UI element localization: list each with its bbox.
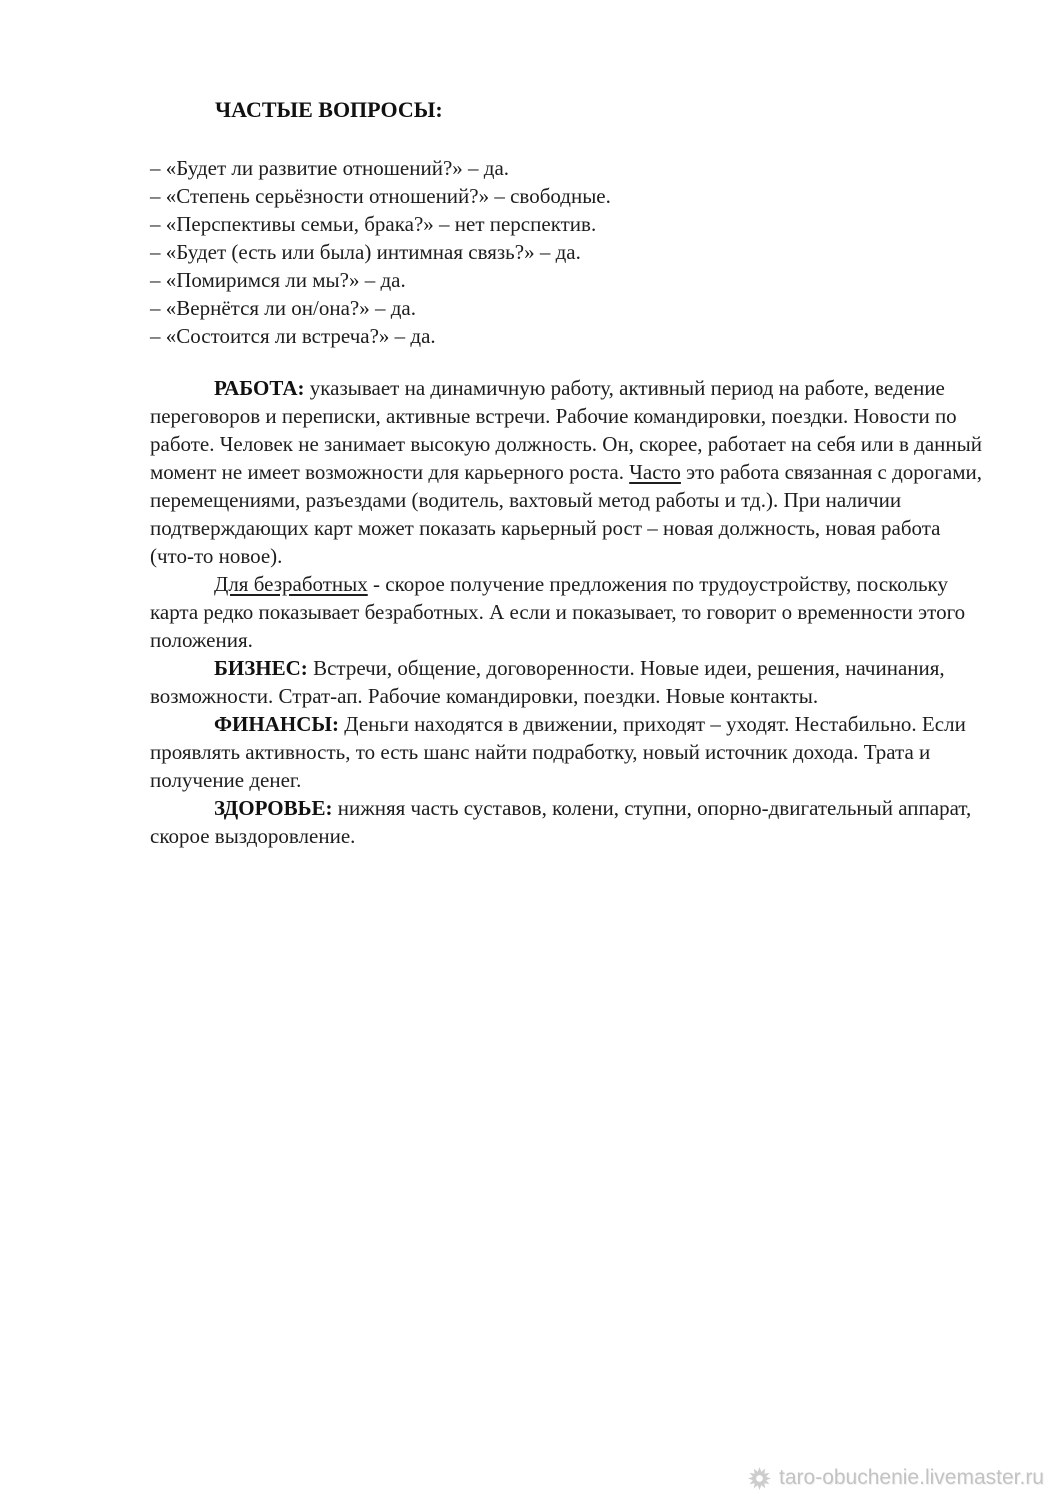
section-label: ЗДОРОВЬЕ: bbox=[214, 796, 333, 820]
paragraph-text: Для безработных bbox=[214, 572, 368, 596]
paragraph-text: это работа связанная с дорогами, перемещениями, разъездами (водитель, вахтовый метод работы и тд.). При наличии подтверждающих карт может показать карьерный рост – новая должность, новая работа (что-то новое). bbox=[150, 460, 982, 568]
paragraph-dlya-bezrabotnykh bbox=[150, 570, 988, 654]
questions-list bbox=[150, 154, 988, 350]
paragraph-text: Встречи, общение, договоренности. Новые идеи, решения, начинания, возможности. Страт-ап. Рабочие командировки, поездки. Новые контакты. bbox=[150, 656, 945, 708]
livemaster-flower-icon bbox=[748, 1467, 771, 1490]
page-title: ЧАСТЫЕ ВОПРОСЫ: bbox=[215, 97, 443, 122]
paragraphs-container bbox=[150, 374, 988, 850]
paragraph-text: Деньги находятся в движении, приходят – уходят. Нестабильно. Если проявлять активность, то есть шанс найти подработку, новый источник дохода. Трата и получение денег. bbox=[150, 712, 966, 792]
watermark-text: taro-obuchenie.livemaster.ru bbox=[779, 1466, 1044, 1489]
paragraph-text: нижняя часть суставов, колени, ступни, опорно-двигательный аппарат, скорое выздоровление. bbox=[150, 796, 972, 848]
question-item: – «Состоится ли встреча?» – да. bbox=[150, 324, 436, 348]
paragraph-rabota bbox=[150, 374, 988, 570]
question-item: – «Вернётся ли он/она?» – да. bbox=[150, 296, 416, 320]
question-item: – «Будет ли развитие отношений?» – да. bbox=[150, 156, 510, 180]
paragraph-finansy bbox=[150, 710, 988, 794]
paragraph-text: - скорое получение предложения по трудоустройству, поскольку карта редко показывает безработных. А если и показывает, то говорит о временности этого положения. bbox=[150, 572, 966, 652]
paragraph-zdorovye bbox=[150, 794, 988, 850]
question-item: – «Помиримся ли мы?» – да. bbox=[150, 268, 406, 292]
paragraph-biznes bbox=[150, 654, 988, 710]
paragraph-text: Часто bbox=[629, 460, 681, 484]
section-label: ФИНАНСЫ: bbox=[214, 712, 339, 736]
question-item: – «Перспективы семьи, брака?» – нет перспектив. bbox=[150, 212, 597, 236]
question-item: – «Будет (есть или была) интимная связь?» – да. bbox=[150, 240, 581, 264]
watermark bbox=[748, 1466, 1044, 1490]
section-label: БИЗНЕС: bbox=[214, 656, 308, 680]
section-label: РАБОТА: bbox=[214, 376, 305, 400]
paragraph-text: указывает на динамичную работу, активный период на работе, ведение переговоров и переписки, активные встречи. Рабочие командировки, поездки. Новости по работе. Человек не занимает высокую должность. Он, скорее, работает на себя или в данный момент не имеет возможности для карьерного роста. bbox=[150, 376, 982, 484]
document-page bbox=[150, 96, 988, 850]
question-item: – «Степень серьёзности отношений?» – свободные. bbox=[150, 184, 611, 208]
